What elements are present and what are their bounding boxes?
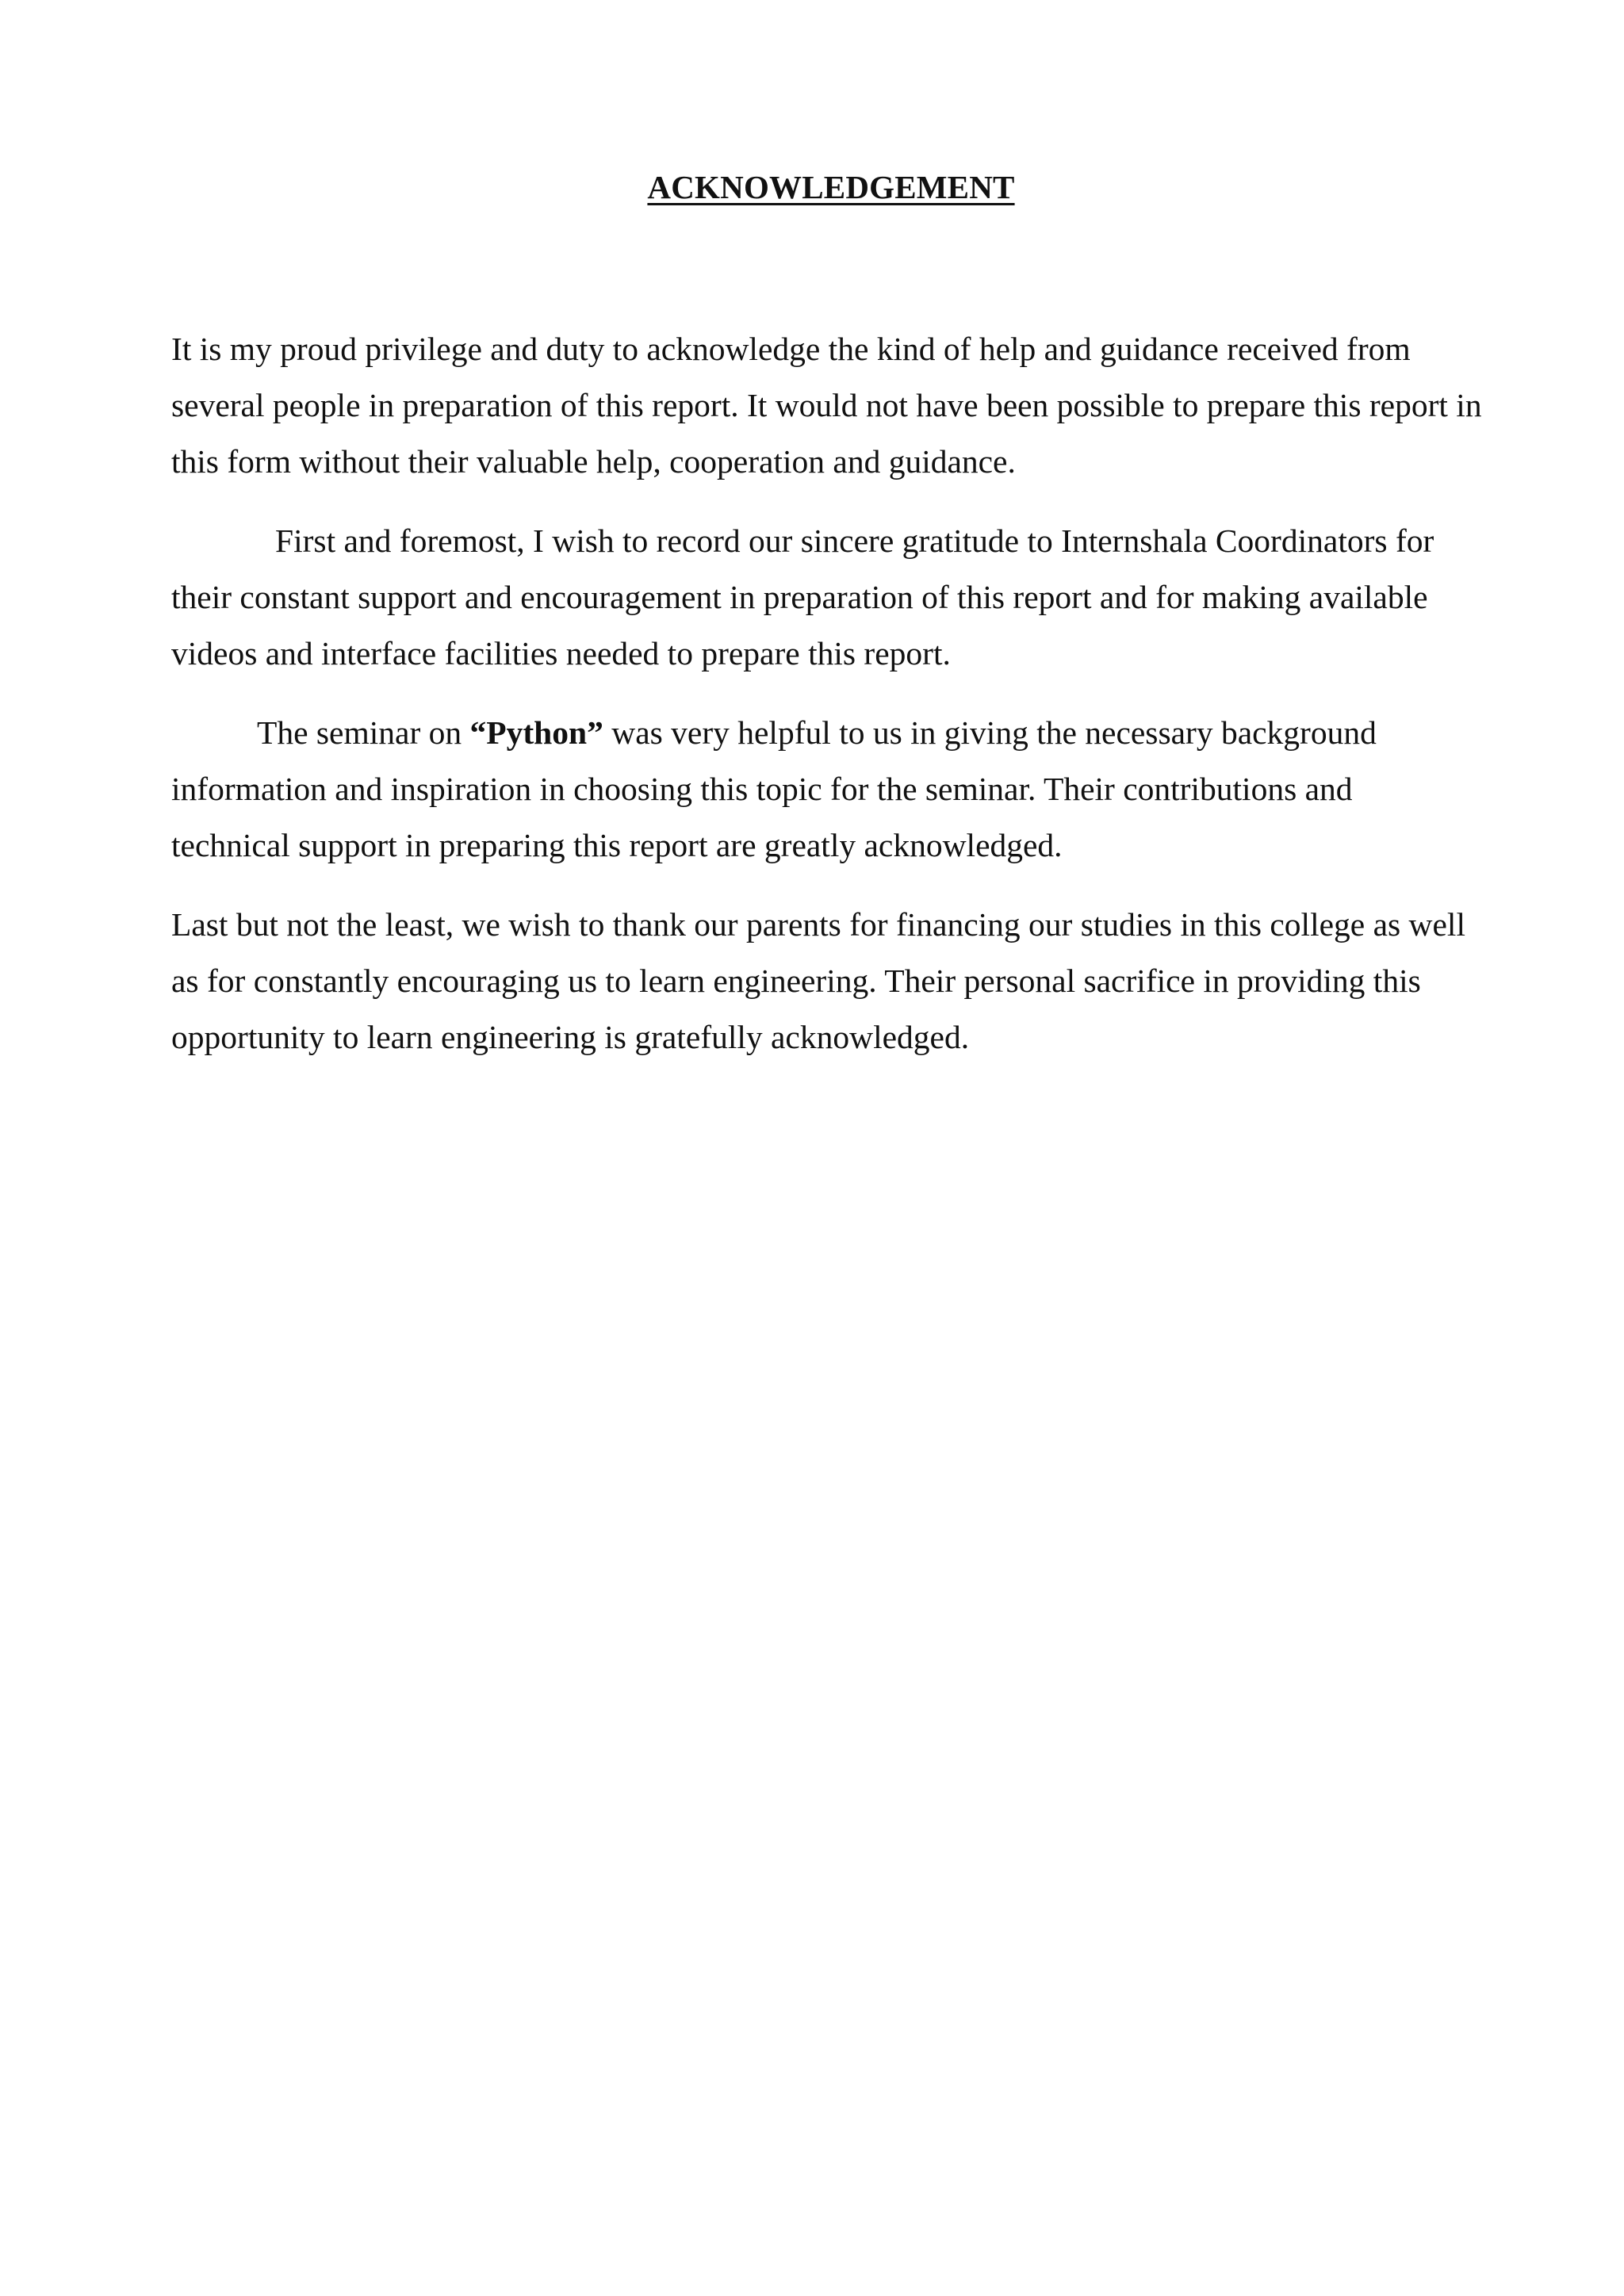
paragraph-line: It is my proud privilege and duty to acknowledge the kind of help and guidance received from [171,331,1411,367]
paragraph-line: videos and interface facilities needed to prepare this report. [171,635,951,672]
paragraph-parents [171,897,1494,1066]
paragraph-privilege [171,321,1494,490]
paragraph-line: information and inspiration in choosing this topic for the seminar. Their contributions and [171,771,1353,807]
paragraph-line: as for constantly encouraging us to learn engineering. Their personal sacrifice in providing this [171,962,1421,999]
paragraph-line: First and foremost, I wish to record our sincere gratitude to Internshala Coordinators for [275,522,1434,559]
paragraph-line: this form without their valuable help, cooperation and guidance. [171,443,1016,480]
paragraph-line: several people in preparation of this report. It would not have been possible to prepare this report in [171,387,1482,423]
page-title: ACKNOWLEDGEMENT [647,169,1015,205]
paragraph-seminar [171,705,1494,874]
paragraph-line: opportunity to learn engineering is gratefully acknowledged. [171,1019,970,1055]
paragraph-line: technical support in preparing this report are greatly acknowledged. [171,827,1063,863]
paragraph-line [171,705,1494,761]
paragraph-line: their constant support and encouragement in preparation of this report and for making available [171,579,1428,615]
paragraph-line: Last but not the least, we wish to thank our parents for financing our studies in this college as well [171,906,1465,943]
seminar-text-after: was very helpful to us in giving the necessary background [603,714,1377,751]
paragraph-coordinators [171,513,1494,682]
seminar-topic: “Python” [469,714,603,751]
seminar-text-before: The seminar on [257,714,470,751]
